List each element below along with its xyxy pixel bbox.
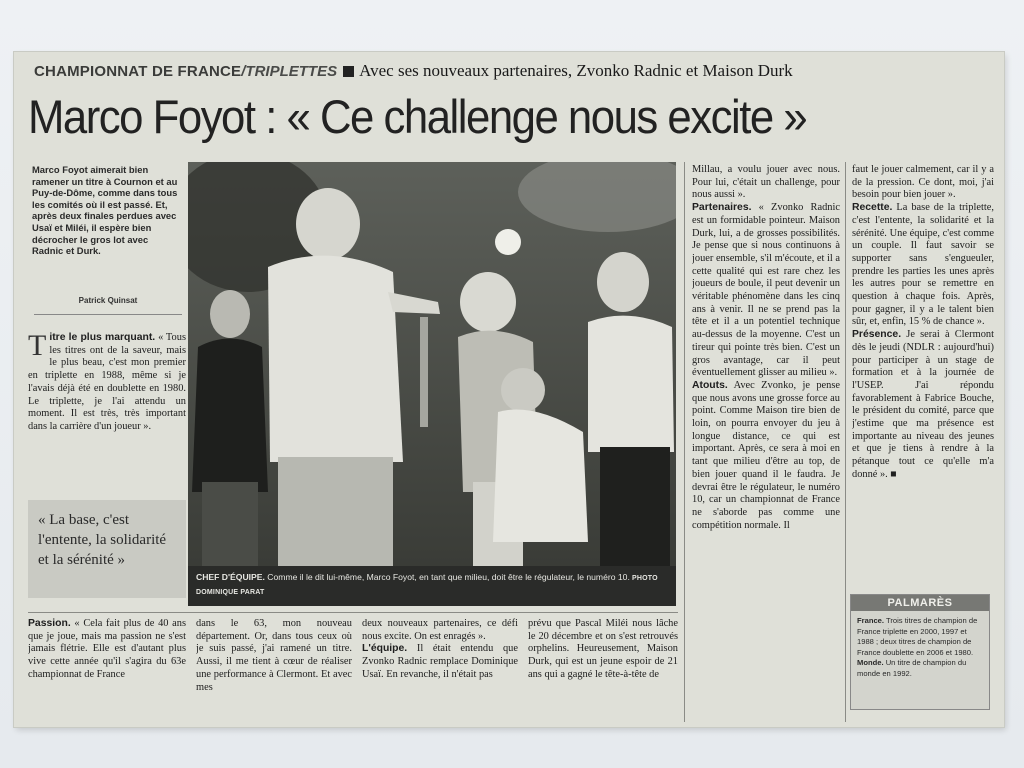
pull-quote: « La base, c'est l'entente, la solidarité et la sérénité » [28,500,186,598]
newspaper-clipping [14,52,1004,727]
paragraph-text: La base de la triplette, c'est l'entente, la solidarité et la sérénité. Une équipe, c'est comme un couple. Il faut savoir se supporter sans s'engueuler, prendre les parties les unes après les autres pour se remettre en question à chaque fois. Après, pour gagner, il y a le talent bien sûr, et, enfin, 15 % de chance ». [852,202,994,328]
square-bullet-icon [343,66,354,77]
photo-credit: PHOTO DOMINIQUE PARAT [196,575,658,596]
deck-text: Avec ses nouveaux partenaires, Zvonko Radnic et Maison Durk [359,61,793,80]
paragraph-lead: Présence. [852,329,902,341]
paragraph-lead: itre le plus marquant. [49,332,156,343]
palmares-title: PALMARÈS [851,595,989,611]
paragraph-lead: Atouts. [692,379,728,391]
paragraph-text: Avec Zvonko, je pense que nous avons une grosse force au point. Comme Maison tire bien de loin, on pourra envoyer du jeu à longue distance, ce qui est important. Après, ce sera à moi en tant que milieu d'être au top, de bien jouer quand il le faudra. Je devrai être le régulateur, le numéro 10, car un championnat de France ne s'aborde pas comme une compétition normale. Il [692,379,840,531]
paragraph-text: Je serai à Clermont dès le jeudi (NDLR : aujourd'hui) pour participer à un stage de formation et à la journée de l'USEP. J'ai répondu favorablement à Fabrice Bouche, le président du comité, parce que j'estime que ma présence est importante au niveau des jeunes et que je tiens à rendre à la pétanque tout ce qu'elle m'a donné ». ■ [852,329,994,480]
column-bottom-3 [362,618,518,722]
paragraph-text: « Cela fait plus de 40 ans que je joue, mais ma passion ne s'est jamais flétrie. Elle est d'autant plus vive cette année qu'il s'agira du 63e championnat de France [28,618,186,680]
palmares-france-label: France. [857,616,885,625]
photo-caption [188,566,676,606]
divider-rule [684,162,685,722]
paragraph-text: « Zvonko Radnic est un formidable pointeur. Maison Durk, lui, a de grosses possibilités. Je pense que si nous continuons à jouer ensemble, s'il m'écoute, et il a cette qualité qui est rare chez les joueurs de boule, il peut devenir un véritable phénomène dans les cinq ans à venir. Il ne se prend pas la tête et il a un potentiel technique au-dessus de la moyenne. C'est un tireur qui pointe très bien. C'est un gros avantage, car il peut éventuellement glisser au milieu ». [692,202,840,379]
headline: Marco Foyot : « Ce challenge nous excite » [28,90,807,143]
palmares-france-text: Trois titres de champion de France triplette en 2000, 1997 et 1988 ; deux titres de champion de France doublette en 2006 et 1980. [857,616,978,657]
byline: Patrick Quinsat [34,296,182,315]
paragraph-lead: Recette. [852,202,893,214]
column-bottom-1 [28,618,186,722]
paragraph-lead: Partenaires. [692,202,752,214]
caption-label: CHEF D'ÉQUIPE. [196,572,265,582]
column-right-2 [852,164,994,594]
palmares-body [851,611,989,684]
section-label: CHAMPIONNAT DE FRANCE [34,63,242,80]
divider-rule [845,162,846,722]
petanque-ball [495,229,521,255]
column-left-top [28,332,186,487]
column-bottom-4 [528,618,678,722]
palmares-monde-label: Monde. [857,658,884,667]
palmares-box [850,594,990,710]
article-photo [188,162,676,566]
paragraph-text: deux nouveaux partenaires, ce défi nous excite. On est enragés ». [362,618,518,642]
kicker-line [34,60,994,82]
paragraph-text: Millau, a voulu jouer avec nous. Pour lui, c'était un challenge, pour nous aussi ». [692,164,840,201]
paragraph-text: Il était entendu que Zvonko Radnic remplace Dominique Usaï. En revanche, il n'était pas [362,643,518,680]
column-bottom-2 [196,618,352,722]
paragraph-lead: Passion. [28,618,71,629]
paragraph-text: « Tous les titres ont de la saveur, mais le plus beau, c'est mon premier en triplette en 1988, même si je l'avais déjà été en doublette en 1980. Le triplette, je l'ai attendu un moment. Il est très, très important dans la carrière d'un joueur ». [28,332,186,432]
intro-paragraph: Marco Foyot aimerait bien ramener un titre à Cournon et au Puy-de-Dôme, comme dans tous les comités où il est passé. Et, après deux finales perdues avec Usaï et Miléi, il espère bien décrocher le gros lot avec Radnic et Durk. [32,164,178,257]
divider-rule [28,612,678,613]
paragraph-text: faut le jouer calmement, car il y a de la pression. Ce dont, moi, j'ai besoin pour bien jouer ». [852,164,994,201]
paragraph-lead: L'équipe. [362,643,408,655]
caption-text: Comme il le dit lui-même, Marco Foyot, en tant que milieu, doit être le régulateur, le numéro 10. [264,572,630,582]
column-right-1 [692,164,840,724]
photo-illustration [188,162,676,566]
drop-cap: T [28,332,47,362]
palmares-monde-text: Un titre de champion du monde en 1992. [857,658,967,678]
paragraph-text: dans le 63, mon nouveau département. Or, dans tous ceux où je suis passé, j'ai ramené un titre. Aussi, il me tient à cœur de réaliser une performance à Clermont. Et avec mes [196,618,352,693]
paragraph-text: prévu que Pascal Miléi nous lâche le 20 décembre et on s'est retrouvés orphelins. Heureusement, Maison Durk, qui est un jeune espoir de 21 ans qui a gagné le tête-à-tête de [528,618,678,680]
subsection-label: /TRIPLETTES [241,63,338,80]
